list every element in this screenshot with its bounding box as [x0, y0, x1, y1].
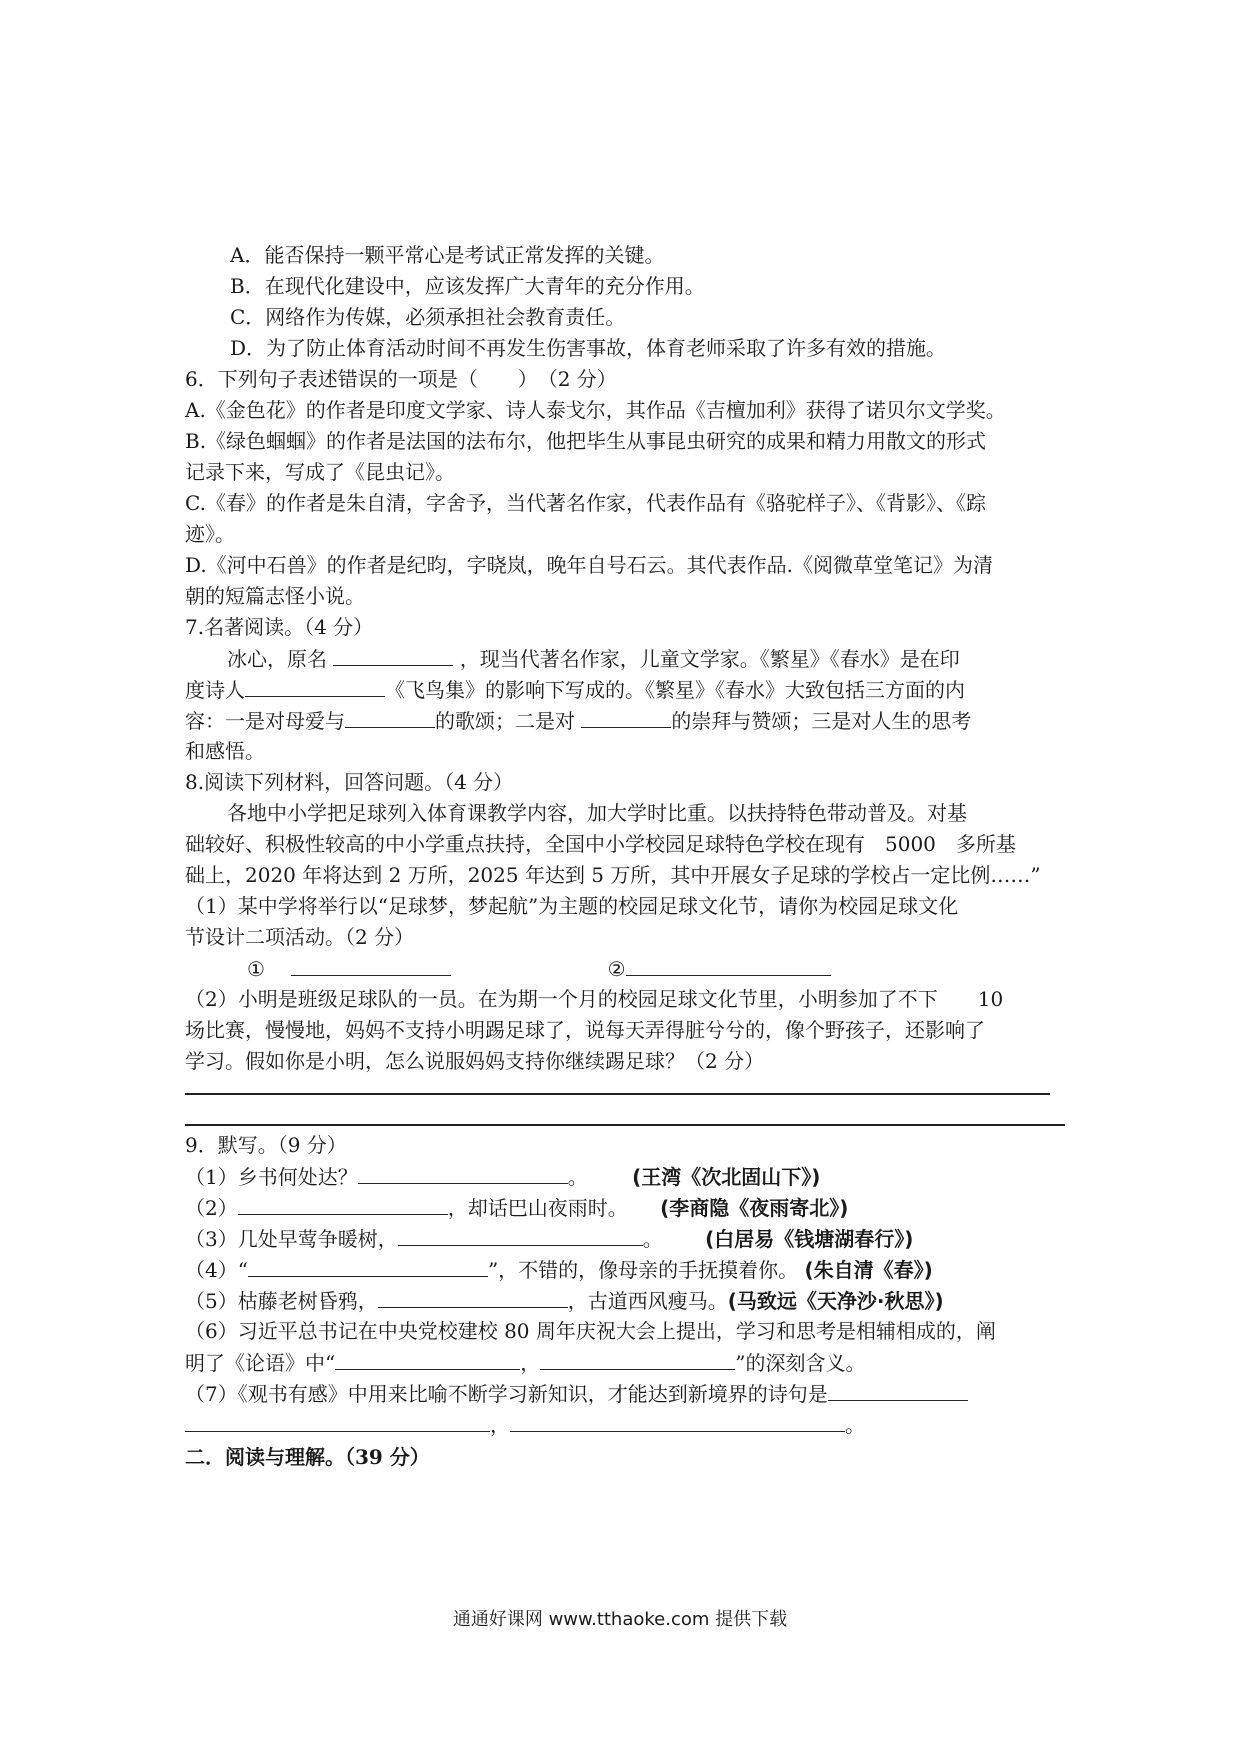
q7-blank-worship[interactable] — [581, 705, 671, 728]
q7-text: 容：一是对母爱与 — [185, 709, 345, 733]
q9-text: ”，不错的，像母亲的手抚摸着你。 — [487, 1258, 799, 1282]
q7-blank-original-name[interactable] — [333, 643, 453, 666]
q8-material-line1: 各地中小学把足球列入体育课教学内容，加大学时比重。以扶持特色带动普及。对基 — [227, 801, 967, 825]
q9-blank-5[interactable] — [378, 1285, 568, 1308]
q8-sub2-line2: 场比赛，慢慢地，妈妈不支持小明踢足球了，说每天弄得脏兮兮的，像个野孩子，还影响了 — [185, 1018, 985, 1042]
q6-option-c-line1: C.《春》的作者是朱自清，字舍予，当代著名作家，代表作品有《骆驼样子》、《背影》、《踪 — [185, 491, 986, 515]
q9-text: ，古道西风瘦马。 — [567, 1289, 728, 1313]
q8-sub2-line1: （2）小明是班级足球队的一员。在为期一个月的校园足球文化节里，小明参加了不下 10 — [185, 987, 1004, 1011]
q9-blank-1[interactable] — [358, 1161, 568, 1184]
q9-source-2: (李商隐《夜雨寄北》) — [660, 1196, 849, 1220]
q9-blank-7b[interactable] — [185, 1409, 490, 1432]
q7-text: 的歌颂；二是对 — [435, 709, 575, 733]
q9-item-1 — [185, 1161, 1065, 1192]
q9-text: （5）枯藤老树昏鸦， — [185, 1289, 378, 1313]
q9-text: ，却话巴山夜雨时。 — [447, 1196, 628, 1220]
section-2-heading: 二．阅读与理解。（39 分） — [185, 1445, 430, 1469]
q7-line2 — [185, 674, 1065, 705]
q7-line1 — [185, 643, 1065, 674]
q9-blank-6b[interactable] — [540, 1347, 735, 1370]
q7-text: 《飞鸟集》的影响下写成的。《繁星》《春水》大致包括三方面的内 — [385, 678, 965, 702]
q9-blank-7c[interactable] — [510, 1409, 845, 1432]
q5-option-c: C．网络作为传媒，必须承担社会教育责任。 — [230, 305, 626, 329]
q8-activity-blanks — [185, 953, 1065, 984]
q7-text: 的崇拜与赞颂；三是对人生的思考 — [671, 709, 972, 733]
q9-stem: 9．默写。（9 分） — [185, 1133, 347, 1157]
q9-text: ”的深刻含义。 — [735, 1351, 866, 1375]
q9-text: ， — [490, 1413, 510, 1437]
q9-text: （1）乡书何处达？ — [185, 1165, 358, 1189]
q9-source-1: (王湾《次北固山下》) — [632, 1165, 821, 1189]
q9-item-7-line1 — [185, 1378, 1065, 1409]
q9-item-7-line2 — [185, 1409, 1065, 1440]
q9-text: （7）《观书有感》中用来比喻不断学习新知识，才能达到新境界的诗句是 — [185, 1382, 828, 1406]
q9-text: 。 — [845, 1413, 865, 1437]
q9-source-3: (白居易《钱塘湖春行》) — [705, 1227, 914, 1251]
q6-option-b-line1: B.《绿色蝈蝈》的作者是法国的法布尔，他把毕生从事昆虫研究的成果和精力用散文的形式 — [185, 429, 987, 453]
q6-option-a: A.《金色花》的作者是印度文学家、诗人泰戈尔，其作品《吉檀加利》获得了诺贝尔文学奖。 — [185, 398, 1006, 422]
q8-material-line3: 础上，2020 年将达到 2 万所，2025 年达到 5 万所，其中开展女子足球的学校占一定比例……” — [185, 863, 1041, 887]
q7-text: 冰心，原名 — [227, 647, 327, 671]
q9-text: 明了《论语》中“ — [185, 1351, 336, 1375]
q9-source-4: (朱自清《春》) — [804, 1258, 933, 1282]
q7-text: 度诗人 — [185, 678, 245, 702]
q9-text: 。 — [567, 1165, 588, 1189]
page-footer: 通通好课网 www.tthaoke.com 提供下载 — [452, 1609, 788, 1630]
q5-option-d: D．为了防止体育活动时间不再发生伤害事故，体育老师采取了许多有效的措施。 — [230, 336, 947, 360]
q9-item-6-line2 — [185, 1347, 1065, 1378]
q9-blank-3[interactable] — [398, 1223, 643, 1246]
q8-sub1-line1: （1）某中学将举行以“足球梦，梦起航”为主题的校园足球文化节，请你为校园足球文化 — [185, 894, 959, 918]
q6-option-d-line2: 朝的短篇志怪小说。 — [185, 584, 365, 608]
q6-option-b-line2: 记录下来，写成了《昆虫记》。 — [185, 460, 455, 484]
q6-option-c-line2: 迹》。 — [185, 522, 235, 546]
q8-blank-activity-2[interactable] — [626, 953, 831, 976]
q9-text: （3）几处早莺争暖树， — [185, 1227, 398, 1251]
q8-marker-1: ① — [247, 957, 265, 981]
q6-stem: 6．下列句子表述错误的一项是（ ） （2 分） — [185, 367, 617, 391]
q8-material-line2: 础较好、积极性较高的中小学重点扶持，全国中小学校园足球特色学校在现有 5000 多所基 — [185, 832, 1016, 856]
q5-option-b: B．在现代化建设中，应该发挥广大青年的充分作用。 — [230, 274, 705, 298]
q7-blank-poet[interactable] — [245, 674, 385, 697]
q9-blank-7a[interactable] — [828, 1378, 968, 1401]
q9-text: ， — [520, 1351, 541, 1375]
q9-item-5 — [185, 1285, 1065, 1316]
q9-source-5: (马致远《天净沙·秋思》) — [727, 1289, 944, 1313]
q7-stem: 7.名著阅读。（4 分） — [185, 615, 374, 639]
q8-stem: 8.阅读下列材料，回答问题。（4 分） — [185, 770, 514, 794]
q6-option-d-line1: D.《河中石兽》的作者是纪昀，字晓岚，晚年自号石云。其代表作品.《阅微草堂笔记》为清 — [185, 553, 994, 577]
q8-sub1-line2: 节设计二项活动。（2 分） — [185, 925, 415, 949]
q7-line3 — [185, 705, 1065, 736]
q8-blank-activity-1[interactable] — [291, 953, 451, 976]
q7-blank-love[interactable] — [345, 705, 435, 728]
q9-blank-4[interactable] — [248, 1254, 488, 1277]
q9-blank-6a[interactable] — [335, 1347, 520, 1370]
q9-text: 。 — [642, 1227, 663, 1251]
q5-option-a: A．能否保持一颗平常心是考试正常发挥的关键。 — [230, 243, 665, 267]
q9-item-6-line1: （6）习近平总书记在中央党校建校 80 周年庆祝大会上提出，学习和思考是相辅相成的，阐 — [185, 1319, 996, 1343]
q9-text: （2） — [185, 1196, 238, 1220]
exam-page — [185, 240, 1065, 1473]
q8-sub2-line3: 学习。假如你是小明，怎么说服妈妈支持你继续踢足球？（2 分） — [185, 1049, 765, 1073]
q9-item-4 — [185, 1254, 1065, 1285]
q7-line4: 和感悟。 — [185, 739, 265, 763]
q7-text: ，现当代著名作家，儿童文学家。《繁星》《春水》是在印 — [459, 647, 960, 671]
q9-text: （4）“ — [185, 1258, 248, 1282]
q9-item-3 — [185, 1223, 1065, 1254]
q9-blank-2[interactable] — [238, 1192, 448, 1215]
q9-item-2 — [185, 1192, 1065, 1223]
q8-marker-2: ② — [607, 957, 626, 981]
